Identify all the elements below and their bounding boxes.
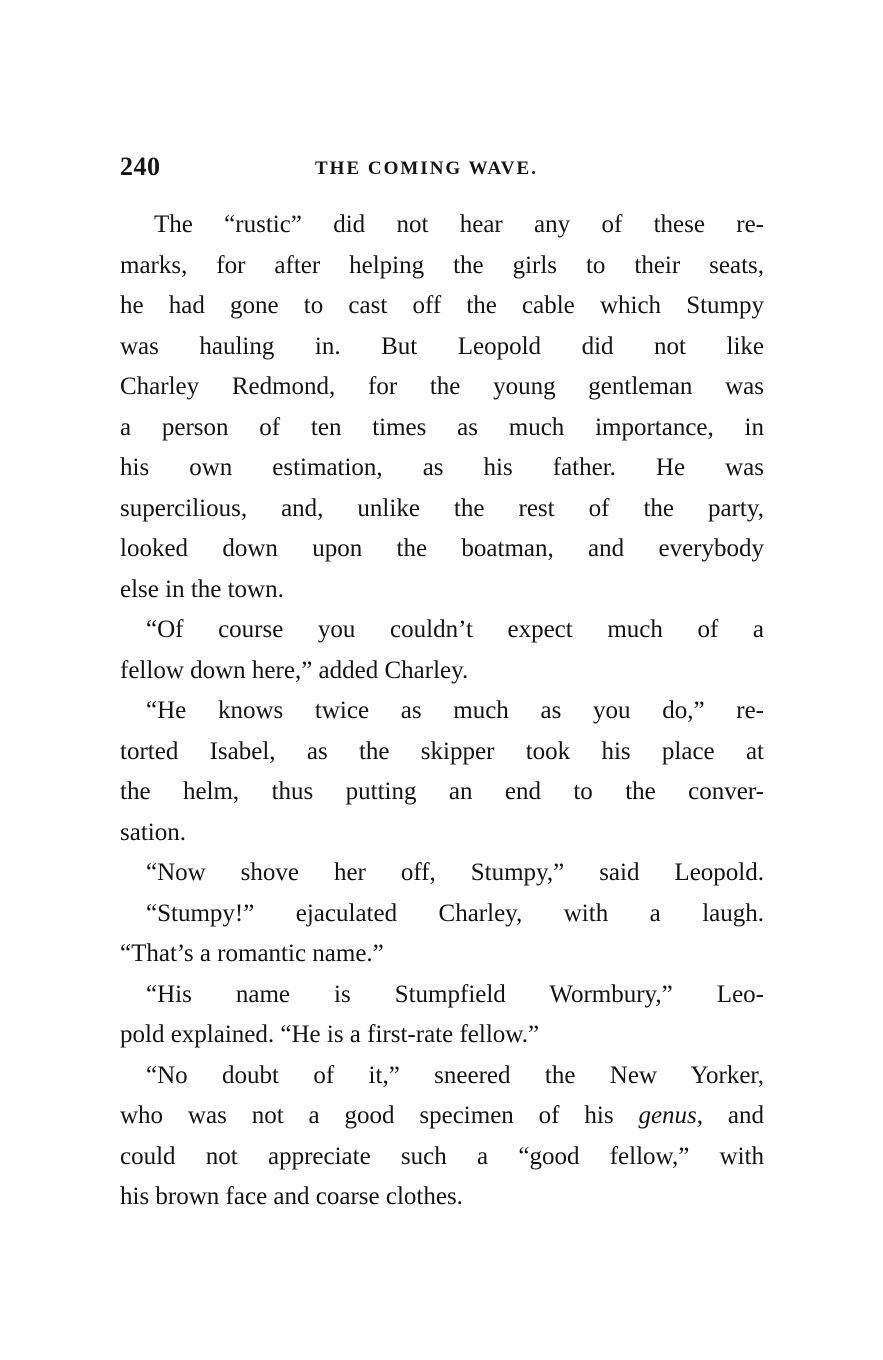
text-line: the helm, thus putting an end to the conver- (120, 778, 764, 805)
italic-word: genus (638, 1102, 697, 1129)
text-line: “Stumpy!” ejaculated Charley, with a laugh. (146, 899, 764, 927)
text-line: his brown face and coarse clothes. (120, 1183, 463, 1210)
text-line: pold explained. “He is a first-rate fellow.” (120, 1021, 540, 1048)
text-line: The “rustic” did not hear any of these re- (154, 211, 764, 238)
text-segment: , and (696, 1102, 764, 1129)
running-title: THE COMING WAVE. (315, 158, 538, 179)
text-line: supercilious, and, unlike the rest of the party, (120, 494, 764, 522)
text-line: was hauling in. But Leopold did not like (120, 332, 764, 360)
text-line: “No doubt of it,” sneered the New Yorker, (146, 1061, 764, 1089)
text-line: looked down upon the boatman, and everybody (120, 535, 764, 562)
text-line (120, 1096, 764, 1137)
text-line: torted Isabel, as the skipper took his place at (120, 737, 764, 765)
text-line: else in the town. (120, 575, 284, 603)
text-line: his own estimation, as his father. He was (120, 454, 764, 481)
text-line: could not appreciate such a “good fellow,” with (120, 1142, 764, 1170)
text-line: Charley Redmond, for the young gentleman was (120, 373, 764, 400)
text-line: marks, for after helping the girls to their seats, (120, 251, 764, 279)
text-line: “That’s a romantic name.” (120, 940, 384, 967)
page-number: 240 (120, 152, 161, 181)
page-header (120, 152, 764, 188)
text-line: “Now shove her off, Stumpy,” said Leopold. (146, 859, 764, 886)
text-line: fellow down here,” added Charley. (120, 656, 469, 684)
text-line: a person of ten times as much importance, in (120, 413, 764, 441)
text-line: “His name is Stumpfield Wormbury,” Leo- (146, 980, 764, 1008)
text-line: “He knows twice as much as you do,” re- (146, 697, 764, 724)
body-text (120, 205, 764, 1218)
text-segment: who was not a good specimen of his (120, 1102, 639, 1129)
text-line: “Of course you couldn’t expect much of a (146, 616, 764, 643)
text-line: he had gone to cast off the cable which Stumpy (120, 292, 764, 319)
text-line: sation. (120, 818, 186, 846)
